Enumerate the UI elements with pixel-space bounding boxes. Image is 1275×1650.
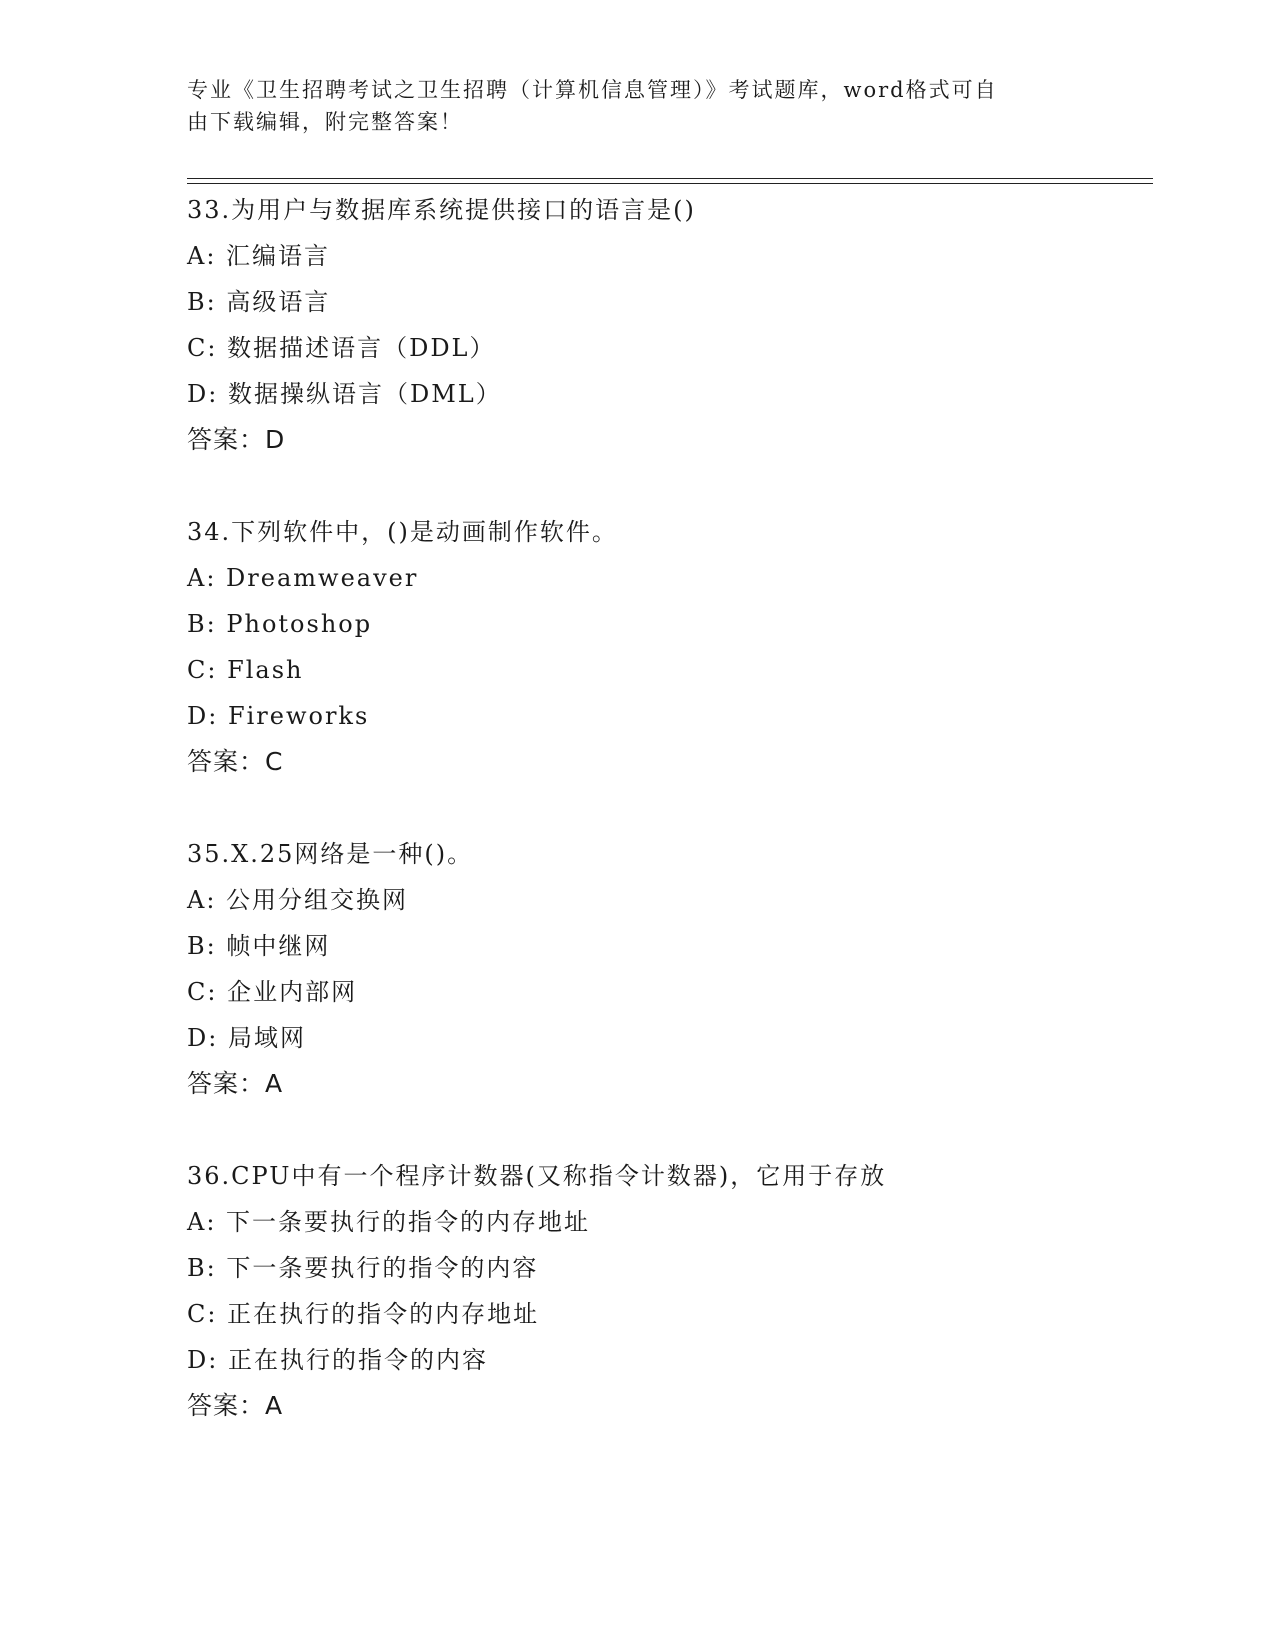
question-35 [187, 831, 1153, 1107]
option-d: D: 正在执行的指令的内容 [187, 1346, 488, 1374]
question-36 [187, 1153, 1153, 1429]
question-stem: 34.下列软件中，()是动画制作软件。 [187, 518, 618, 546]
document-header [187, 74, 1087, 138]
header-divider-top [187, 178, 1153, 179]
answer-label: 答案：A [187, 1069, 284, 1098]
answer-label: 答案：D [187, 425, 286, 454]
question-34 [187, 509, 1153, 785]
option-c: C: 正在执行的指令的内存地址 [187, 1300, 540, 1328]
option-b: B: 高级语言 [187, 288, 331, 316]
option-d: D: Fireworks [187, 702, 370, 730]
option-a: A: 汇编语言 [187, 242, 331, 270]
option-a: A: 下一条要执行的指令的内存地址 [187, 1208, 591, 1236]
answer-label: 答案：A [187, 1391, 284, 1420]
header-line-1: 专业《卫生招聘考试之卫生招聘（计算机信息管理）》考试题库，word格式可自 [187, 78, 998, 102]
header-divider-bottom [187, 183, 1153, 184]
option-d: D: 数据操纵语言（DML） [187, 380, 502, 408]
question-33 [187, 187, 1153, 463]
header-line-2: 由下载编辑，附完整答案！ [187, 110, 463, 134]
option-c: C: Flash [187, 656, 304, 684]
option-d: D: 局域网 [187, 1024, 306, 1052]
answer-label: 答案：C [187, 747, 284, 776]
question-stem: 35.X.25网络是一种()。 [187, 840, 474, 868]
option-b: B: Photoshop [187, 610, 373, 638]
question-stem: 36.CPU中有一个程序计数器(又称指令计数器)，它用于存放 [187, 1162, 887, 1190]
question-stem: 33.为用户与数据库系统提供接口的语言是() [187, 196, 696, 224]
option-a: A: Dreamweaver [187, 564, 419, 592]
option-c: C: 数据描述语言（DDL） [187, 334, 496, 362]
option-b: B: 下一条要执行的指令的内容 [187, 1254, 539, 1282]
option-c: C: 企业内部网 [187, 978, 358, 1006]
option-a: A: 公用分组交换网 [187, 886, 409, 914]
option-b: B: 帧中继网 [187, 932, 331, 960]
